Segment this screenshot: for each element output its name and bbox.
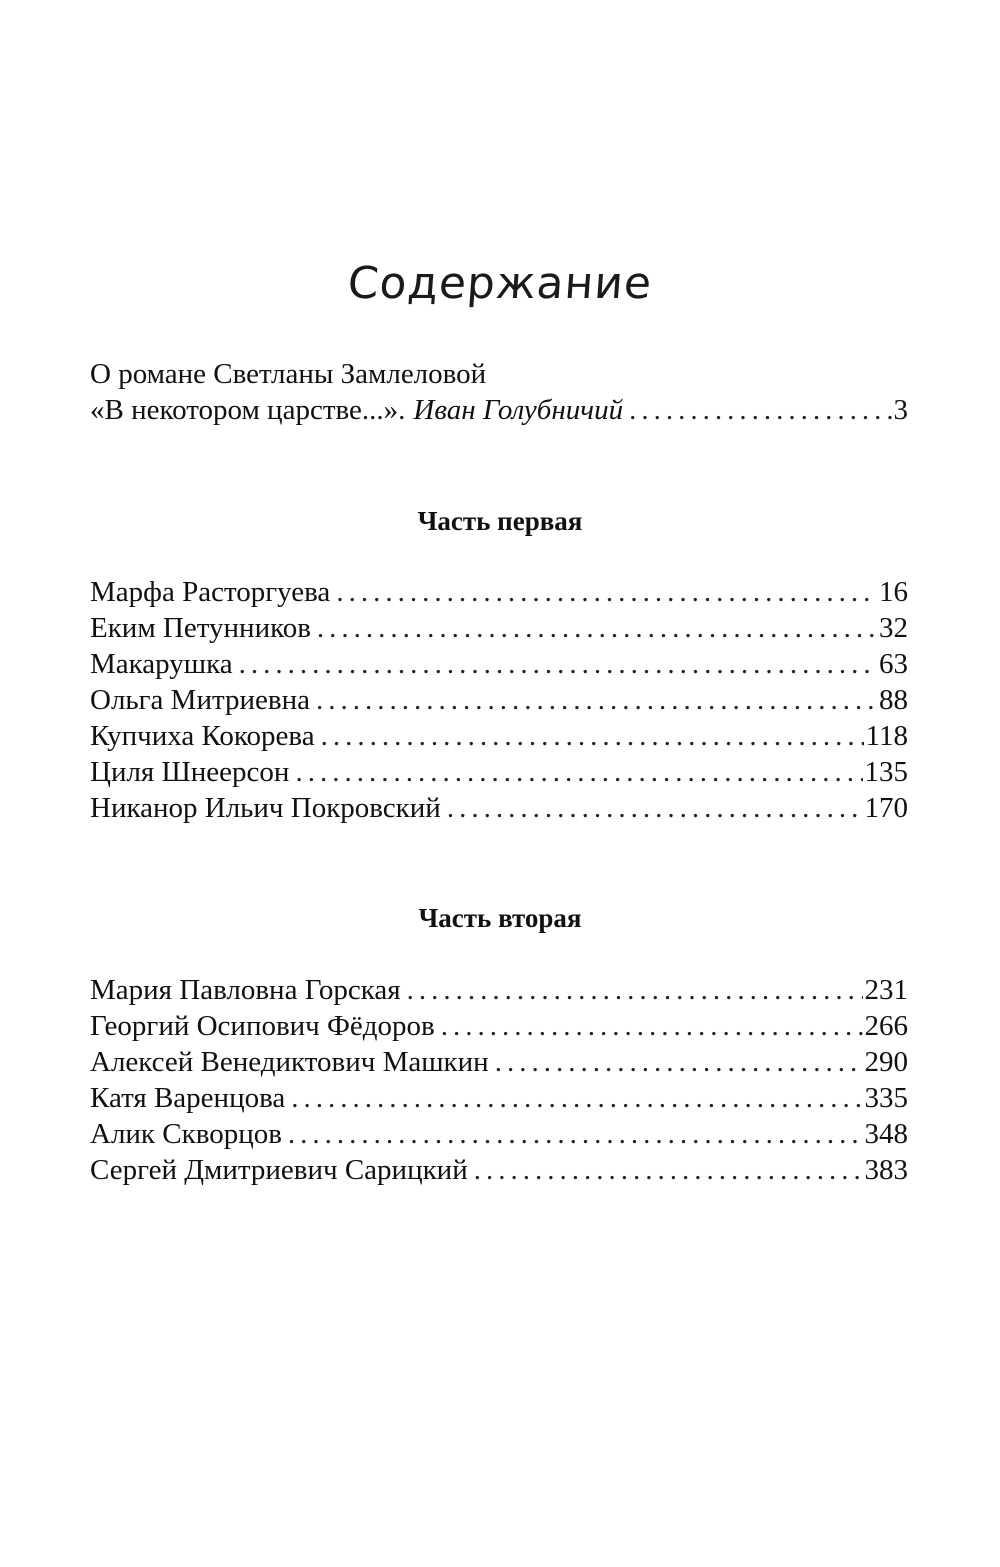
entry-title: Никанор Ильич Покровский (90, 792, 441, 824)
toc-entry[interactable] (90, 1151, 908, 1189)
entry-title: Георгий Осипович Фёдоров (90, 1010, 435, 1042)
dot-leader (447, 789, 863, 827)
dot-leader (336, 573, 877, 611)
page-title: Содержание (346, 258, 654, 309)
part-heading-2: Часть вторая (418, 903, 582, 933)
intro-entry[interactable] (90, 391, 908, 429)
page-number: 290 (864, 1046, 908, 1078)
dot-leader (288, 1115, 863, 1153)
page-number: 348 (864, 1118, 908, 1150)
entry-title: Мария Павловна Горская (90, 974, 401, 1006)
dot-leader (407, 971, 863, 1009)
toc-entry[interactable] (90, 753, 908, 791)
dot-leader (317, 609, 877, 647)
toc-entry[interactable] (90, 573, 908, 611)
dot-leader (295, 753, 862, 791)
dot-leader (321, 717, 864, 755)
dot-leader (291, 1079, 862, 1117)
dot-leader (239, 645, 877, 683)
page-number: 3 (893, 394, 908, 426)
dot-leader (316, 681, 877, 719)
intro-line-1: О романе Светланы Замлеловой (90, 358, 487, 390)
page-number: 135 (864, 756, 908, 788)
entry-title: Марфа Расторгуева (90, 576, 331, 608)
toc-entry[interactable] (90, 789, 908, 827)
toc-entry[interactable] (90, 681, 908, 719)
page-number: 32 (879, 612, 908, 644)
entry-title: Сергей Дмитриевич Сарицкий (90, 1154, 468, 1186)
entry-title: Купчиха Кокорева (90, 720, 315, 752)
dot-leader (629, 391, 891, 429)
page-number: 118 (865, 720, 908, 752)
page-number: 63 (879, 648, 908, 680)
entry-title: Макарушка (90, 648, 233, 680)
toc-entry[interactable] (90, 1043, 908, 1081)
intro-author: Иван Голубничий (413, 394, 624, 426)
toc-entry[interactable] (90, 645, 908, 683)
toc-entry[interactable] (90, 717, 908, 755)
dot-leader (474, 1151, 863, 1189)
toc-entry[interactable] (90, 1115, 908, 1153)
entry-title: Алик Скворцов (90, 1118, 282, 1150)
intro-title: «В некотором царстве...». (90, 394, 406, 426)
toc-entry[interactable] (90, 1007, 908, 1045)
page-number: 266 (864, 1010, 908, 1042)
entry-title: Катя Варенцова (90, 1082, 286, 1114)
page-number: 231 (864, 974, 908, 1006)
entry-title: Циля Шнеерсон (90, 756, 290, 788)
dot-leader (441, 1007, 863, 1045)
part-heading-1: Часть первая (417, 506, 583, 536)
dot-leader (495, 1043, 863, 1081)
toc-entry[interactable] (90, 609, 908, 647)
toc-entry[interactable] (90, 971, 908, 1009)
entry-title: Алексей Венедиктович Машкин (90, 1046, 489, 1078)
page-number: 88 (879, 684, 908, 716)
entry-title: Еким Петунников (90, 612, 311, 644)
page-number: 335 (864, 1082, 908, 1114)
page-number: 383 (864, 1154, 908, 1186)
page-number: 170 (864, 792, 908, 824)
entry-title: Ольга Митриевна (90, 684, 310, 716)
toc-entry[interactable] (90, 1079, 908, 1117)
page-number: 16 (879, 576, 908, 608)
